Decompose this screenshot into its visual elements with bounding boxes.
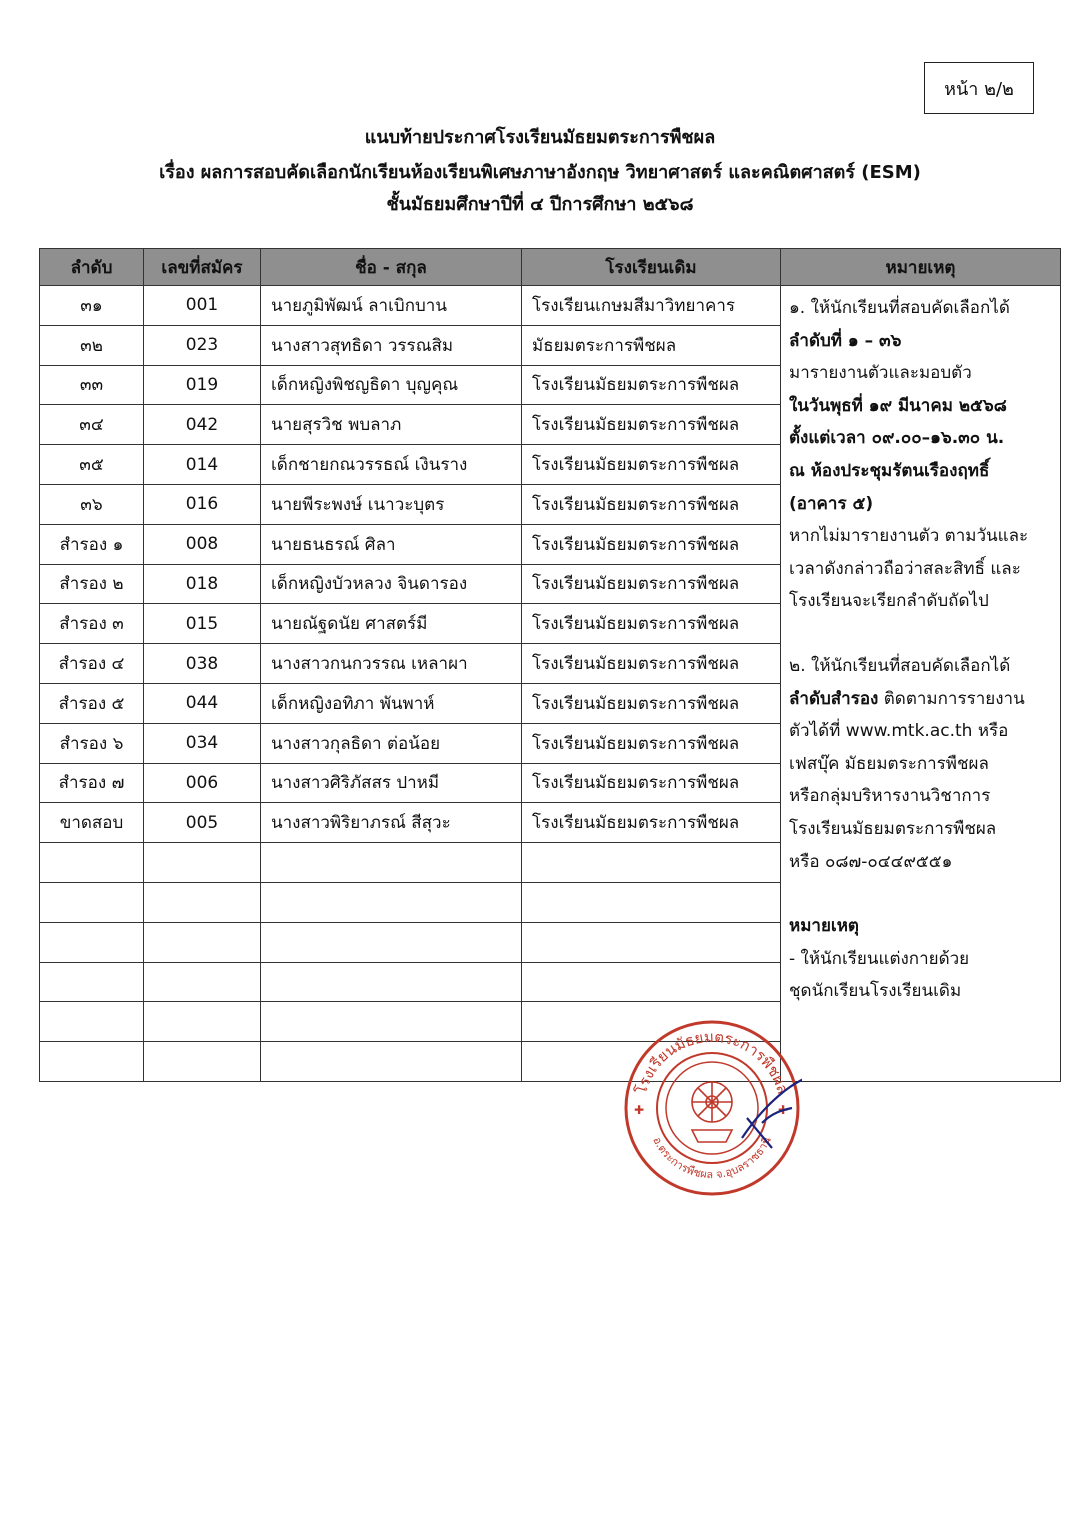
- note-2-school: โรงเรียนมัธยมตระการพืชผล: [789, 818, 997, 839]
- school-cell: โรงเรียนมัธยมตระการพืชผล: [522, 484, 781, 524]
- note-1-rank: ลำดับที่ ๑ – ๓๖: [789, 330, 902, 351]
- name-cell: นายสุรวิช พบลาภ: [261, 405, 522, 445]
- svg-text:✚: ✚: [778, 1103, 789, 1117]
- note-2-phone: หรือ ๐๘๗-๐๔๔๙๕๕๑: [789, 851, 953, 872]
- name-cell: นางสาวพิริยาภรณ์ สีสุวะ: [261, 803, 522, 843]
- order-cell: สำรอง ๔: [40, 644, 144, 684]
- order-cell: ๓๒: [40, 325, 144, 365]
- note-1-date: ในวันพุธที่ ๑๙ มีนาคม ๒๕๖๘: [789, 395, 1007, 416]
- school-cell: [522, 843, 781, 883]
- remark-line-2: ชุดนักเรียนโรงเรียนเดิม: [789, 981, 962, 1002]
- col-header-order: ลำดับ: [40, 249, 144, 286]
- name-cell: [261, 882, 522, 922]
- order-cell: สำรอง ๗: [40, 763, 144, 803]
- app-no-cell: 008: [144, 524, 261, 564]
- table-row: [40, 286, 1061, 326]
- name-cell: นายธนธรณ์ ศิลา: [261, 524, 522, 564]
- note-1-time: ตั้งแต่เวลา ๐๙.๐๐–๑๖.๓๐ น.: [789, 428, 1005, 449]
- svg-text:✚: ✚: [634, 1103, 645, 1117]
- name-cell: [261, 922, 522, 962]
- app-no-cell: [144, 962, 261, 1002]
- name-cell: นางสาวศิริภัสสร ปาหมี: [261, 763, 522, 803]
- school-cell: โรงเรียนมัธยมตระการพืชผล: [522, 564, 781, 604]
- school-cell: [522, 962, 781, 1002]
- note-2-facebook: เฟสบุ๊ค มัธยมตระการพืชผล: [789, 753, 989, 774]
- school-cell: โรงเรียนมัธยมตระการพืชผล: [522, 365, 781, 405]
- school-cell: โรงเรียนมัธยมตระการพืชผล: [522, 445, 781, 485]
- note-1-warning-2: เวลาดังกล่าวถือว่าสละสิทธิ์ และ: [789, 558, 1021, 579]
- school-cell: โรงเรียนมัธยมตระการพืชผล: [522, 524, 781, 564]
- seal-top-text: โรงเรียนมัธยมตระการพืชผล: [632, 1027, 792, 1097]
- order-cell: ๓๓: [40, 365, 144, 405]
- col-header-name: ชื่อ - สกุล: [261, 249, 522, 286]
- page-number-box: หน้า ๒/๒: [924, 62, 1034, 114]
- app-no-cell: 019: [144, 365, 261, 405]
- note-2-rank: [789, 683, 1052, 716]
- name-cell: เด็กหญิงบัวหลวง จินดารอง: [261, 564, 522, 604]
- app-no-cell: [144, 843, 261, 883]
- order-cell: สำรอง ๓: [40, 604, 144, 644]
- order-cell: [40, 1002, 144, 1042]
- name-cell: นายภูมิพัฒน์ ลาเบิกบาน: [261, 286, 522, 326]
- school-cell: โรงเรียนมัธยมตระการพืชผล: [522, 604, 781, 644]
- name-cell: เด็กชายกณวรรธณ์ เงินราง: [261, 445, 522, 485]
- order-cell: [40, 882, 144, 922]
- name-cell: [261, 962, 522, 1002]
- note-2-website: ตัวได้ที่ www.mtk.ac.th หรือ: [789, 721, 1009, 742]
- note-1-warning-1: หากไม่มารายงานตัว ตามวันและ: [789, 526, 1029, 547]
- order-cell: ๓๖: [40, 484, 144, 524]
- name-cell: [261, 843, 522, 883]
- note-2-rank-rest: ติดตามการรายงาน: [878, 688, 1025, 709]
- school-cell: โรงเรียนเกษมสีมาวิทยาคาร: [522, 286, 781, 326]
- order-cell: [40, 1042, 144, 1082]
- order-cell: ๓๕: [40, 445, 144, 485]
- order-cell: [40, 922, 144, 962]
- school-cell: [522, 882, 781, 922]
- app-no-cell: 006: [144, 763, 261, 803]
- app-no-cell: [144, 1042, 261, 1082]
- school-cell: โรงเรียนมัธยมตระการพืชผล: [522, 683, 781, 723]
- order-cell: สำรอง ๑: [40, 524, 144, 564]
- note-2-rank-bold: ลำดับสำรอง: [789, 688, 879, 709]
- school-cell: โรงเรียนมัธยมตระการพืชผล: [522, 405, 781, 445]
- school-cell: โรงเรียนมัธยมตระการพืชผล: [522, 763, 781, 803]
- note-1-place: ณ ห้องประชุมรัตนเรืองฤทธิ์: [789, 460, 990, 481]
- note-1-report: มารายงานตัวและมอบตัว: [789, 363, 972, 384]
- school-cell: โรงเรียนมัธยมตระการพืชผล: [522, 803, 781, 843]
- remark-title: หมายเหตุ: [789, 916, 859, 937]
- dharma-wheel-icon: [692, 1082, 732, 1142]
- remark-line-1: - ให้นักเรียนแต่งกายด้วย: [789, 948, 970, 969]
- app-no-cell: 005: [144, 803, 261, 843]
- order-cell: ๓๑: [40, 286, 144, 326]
- note-1-warning-3: โรงเรียนจะเรียกลำดับถัดไป: [789, 591, 989, 612]
- order-cell: สำรอง ๒: [40, 564, 144, 604]
- name-cell: [261, 1042, 522, 1082]
- name-cell: นางสาวกุลธิดา ต่อน้อย: [261, 723, 522, 763]
- app-no-cell: 044: [144, 683, 261, 723]
- name-cell: นายพีระพงษ์ เนาวะบุตร: [261, 484, 522, 524]
- col-header-notes: หมายเหตุ: [781, 249, 1061, 286]
- note-1-building: (อาคาร ๕): [789, 493, 874, 514]
- name-cell: นางสาวกนกวรรณ เหลาผา: [261, 644, 522, 684]
- app-no-cell: [144, 882, 261, 922]
- school-cell: [522, 922, 781, 962]
- school-cell: โรงเรียนมัธยมตระการพืชผล: [522, 723, 781, 763]
- name-cell: [261, 1002, 522, 1042]
- table-header-row: [40, 249, 1061, 286]
- seal-bottom-text: อ.ตระการพืชผล จ.อุบลราชธานี: [650, 1134, 774, 1182]
- app-no-cell: 038: [144, 644, 261, 684]
- notes-content: [789, 292, 1052, 1008]
- app-no-cell: 014: [144, 445, 261, 485]
- app-no-cell: [144, 1002, 261, 1042]
- order-cell: สำรอง ๖: [40, 723, 144, 763]
- app-no-cell: 016: [144, 484, 261, 524]
- col-header-app-no: เลขที่สมัคร: [144, 249, 261, 286]
- app-no-cell: 034: [144, 723, 261, 763]
- heading-line-2: เรื่อง ผลการสอบคัดเลือกนักเรียนห้องเรียนพิเศษภาษาอังกฤษ วิทยาศาสตร์ และคณิตศาสตร์ (ESM): [159, 162, 921, 183]
- school-cell: มัธยมตระการพืชผล: [522, 325, 781, 365]
- note-1-lead: ๑. ให้นักเรียนที่สอบคัดเลือกได้: [789, 298, 1010, 318]
- app-no-cell: 001: [144, 286, 261, 326]
- order-cell: ๓๔: [40, 405, 144, 445]
- school-cell: โรงเรียนมัธยมตระการพืชผล: [522, 644, 781, 684]
- order-cell: [40, 843, 144, 883]
- app-no-cell: 042: [144, 405, 261, 445]
- order-cell: ขาดสอบ: [40, 803, 144, 843]
- school-seal-stamp: [622, 1018, 802, 1198]
- notes-cell: [781, 286, 1061, 1082]
- note-2-group: หรือกลุ่มบริหารงานวิชาการ: [789, 786, 991, 807]
- heading-line-3: ชั้นมัธยมศึกษาปีที่ ๔ ปีการศึกษา ๒๕๖๘: [386, 194, 694, 215]
- order-cell: สำรอง ๕: [40, 683, 144, 723]
- order-cell: [40, 962, 144, 1002]
- app-no-cell: 018: [144, 564, 261, 604]
- app-no-cell: 023: [144, 325, 261, 365]
- col-header-school: โรงเรียนเดิม: [522, 249, 781, 286]
- name-cell: นางสาวสุทธิดา วรรณสิม: [261, 325, 522, 365]
- name-cell: เด็กหญิงพิชญธิดา บุญคุณ: [261, 365, 522, 405]
- name-cell: เด็กหญิงอทิภา พันพาห์: [261, 683, 522, 723]
- note-2-lead: ๒. ให้นักเรียนที่สอบคัดเลือกได้: [789, 655, 1011, 676]
- app-no-cell: 015: [144, 604, 261, 644]
- name-cell: นายณัฐดนัย ศาสตร์มี: [261, 604, 522, 644]
- app-no-cell: [144, 922, 261, 962]
- results-table: [39, 248, 1061, 1082]
- heading-line-1: แนบท้ายประกาศโรงเรียนมัธยมตระการพืชผล: [364, 127, 716, 148]
